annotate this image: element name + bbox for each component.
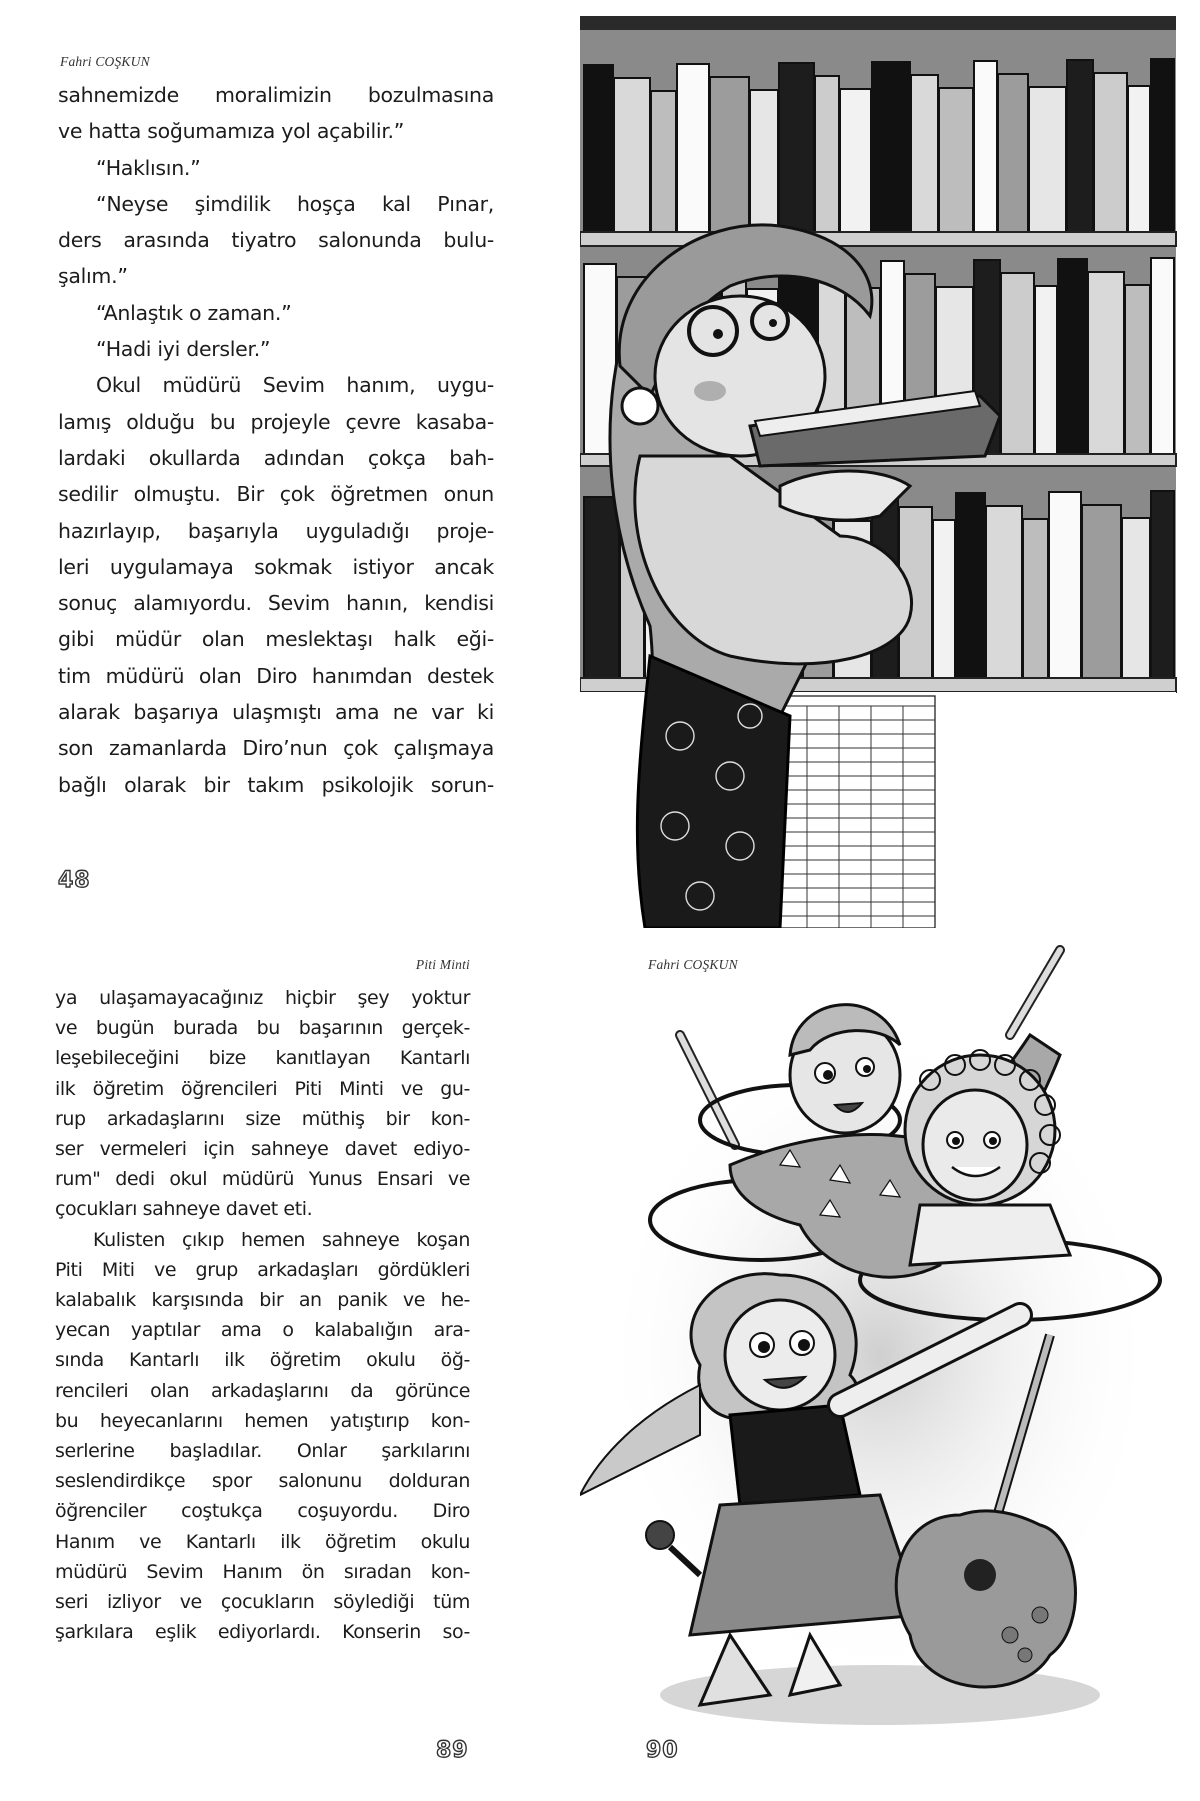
book-spine (911, 75, 938, 232)
text-line: rum" dedi okul müdürü Yunus Ensari ve (55, 1168, 470, 1191)
text-line: öğrenciler coştukça coşuyordu. Diro (55, 1500, 470, 1523)
text-line: seri izliyor ve çocukların söylediği tüm (55, 1591, 470, 1614)
book-spine (1128, 86, 1150, 232)
text-line: leşebileceğini bize kanıtlayan Kantarlı (55, 1047, 470, 1070)
book-spine (1125, 285, 1150, 454)
text-line: yecan yaptılar ama o kalabalığın ara- (55, 1319, 470, 1342)
top-page-text (58, 77, 494, 803)
text-line: rup arkadaşlarını size müthiş bir kon- (55, 1107, 470, 1130)
text-line: Piti Miti ve grup arkadaşları gördükleri (55, 1258, 470, 1281)
text-line: gibi müdür olan meslektaşı halk eği- (58, 627, 494, 652)
text-line: Okul müdürü Sevim hanım, uygu- (96, 373, 494, 398)
book-spine (651, 91, 676, 232)
book-spine (840, 89, 871, 232)
text-line: sahnemizde moralimizin bozulmasına (58, 83, 494, 107)
book-spine (584, 497, 619, 678)
book-spine (1151, 258, 1174, 454)
text-line: kalabalık karşısında bir an panik ve he- (55, 1289, 470, 1312)
book-spine (1094, 73, 1127, 232)
bottom-left-page-text (55, 983, 470, 1647)
text-line: lardaki okullarda adından çokça bah- (58, 445, 494, 470)
text-line: ilk öğretim öğrencileri Piti Minti ve gu- (55, 1077, 470, 1100)
book-spine (956, 493, 985, 678)
book-spine (1049, 492, 1081, 678)
book-spine (584, 65, 613, 232)
text-line: ser vermeleri için sahneye davet ediyo- (55, 1138, 470, 1161)
page-number-48: 48 (58, 868, 91, 893)
book-spine (1151, 59, 1174, 232)
book-spine (974, 61, 997, 232)
book-spine (1035, 286, 1057, 454)
text-line: ve bugün burada bu başarının gerçek- (55, 1017, 470, 1040)
book-spine (872, 62, 910, 232)
book-spine (933, 520, 955, 678)
text-line: sında Kantarlı ilk öğretim okulu öğ- (55, 1349, 470, 1372)
book-spine (998, 74, 1028, 232)
text-line: serlerine başladılar. Onlar şarkılarını (55, 1440, 470, 1463)
text-line: hazırlayıp, başarıyla uyguladığı proje- (58, 518, 494, 543)
text-line: şalım.” (58, 264, 128, 289)
text-line: Kulisten çıkıp hemen sahneye koşan (93, 1228, 470, 1251)
text-line: lamış olduğu bu projeyle çevre kasaba- (58, 409, 494, 434)
page-number-89: 89 (436, 1738, 469, 1763)
text-line: bu heyecanlarını hemen yatıştırıp kon- (55, 1409, 470, 1432)
book-spine (1088, 272, 1124, 454)
book-spine (986, 506, 1022, 678)
running-head-bottom-right: Fahri COŞKUN (648, 957, 738, 972)
text-line: seslendirdikçe spor salonunu dolduran (55, 1470, 470, 1493)
book-spine (750, 90, 778, 232)
text-line: çocukları sahneye davet eti. (55, 1198, 313, 1221)
book-spine (779, 63, 814, 232)
text-line: leri uygulamaya sokmak istiyor ancak (58, 554, 494, 579)
text-line: şarkılara eşlik ediyorlardı. Konserin so- (55, 1621, 470, 1644)
text-line: ya ulaşamayacağınız hiçbir şey yoktur (55, 987, 470, 1009)
book-spine (614, 78, 650, 232)
text-line: Hanım ve Kantarlı ilk öğretim okulu (55, 1530, 470, 1553)
running-head-piti-minti: Piti Minti (415, 957, 470, 972)
text-line: ders arasında tiyatro salonunda bulu- (58, 228, 494, 253)
book-spine (677, 64, 709, 232)
book-spine (1029, 87, 1066, 232)
text-line: müdürü Sevim Hanım ön sıradan kon- (55, 1560, 470, 1583)
children-band-illustration (580, 935, 1180, 1735)
book-spine (1023, 519, 1048, 678)
text-line: sonuç alamıyordu. Sevim hanın, kendisi (58, 591, 494, 616)
book-spine (939, 88, 973, 232)
text-line: rencileri olan arkadaşlarını da görünce (55, 1379, 470, 1402)
book-spine (710, 77, 749, 232)
book-spine (1082, 505, 1121, 678)
book-spine (1151, 491, 1174, 678)
book-spine (1067, 60, 1093, 232)
text-line: alarak başarıya ulaşmıştı ama ne var ki (58, 700, 494, 725)
text-line: “Anlaştık o zaman.” (96, 300, 292, 325)
text-line: “Hadi iyi dersler.” (96, 337, 271, 362)
book-spine (815, 76, 839, 232)
book-spine (1058, 259, 1087, 454)
text-line: “Haklısın.” (96, 155, 201, 180)
book-spine (1122, 518, 1150, 678)
running-head-top-left: Fahri COŞKUN (60, 54, 150, 69)
text-line: bağlı olarak bir takım psikolojik sorun- (58, 772, 494, 797)
book-spine (1001, 273, 1034, 454)
text-line: sedilir olmuştu. Bir çok öğretmen onun (58, 482, 494, 507)
librarian-with-book-illustration (580, 16, 1178, 928)
text-line: tim müdürü olan Diro hanımdan destek (58, 663, 494, 688)
page-number-90: 90 (646, 1738, 679, 1763)
text-line: ve hatta soğumamıza yol açabilir.” (58, 119, 405, 144)
text-line: son zamanlarda Diro’nun çok çalışmaya (58, 736, 494, 761)
text-line: “Neyse şimdilik hoşça kal Pınar, (96, 191, 494, 216)
